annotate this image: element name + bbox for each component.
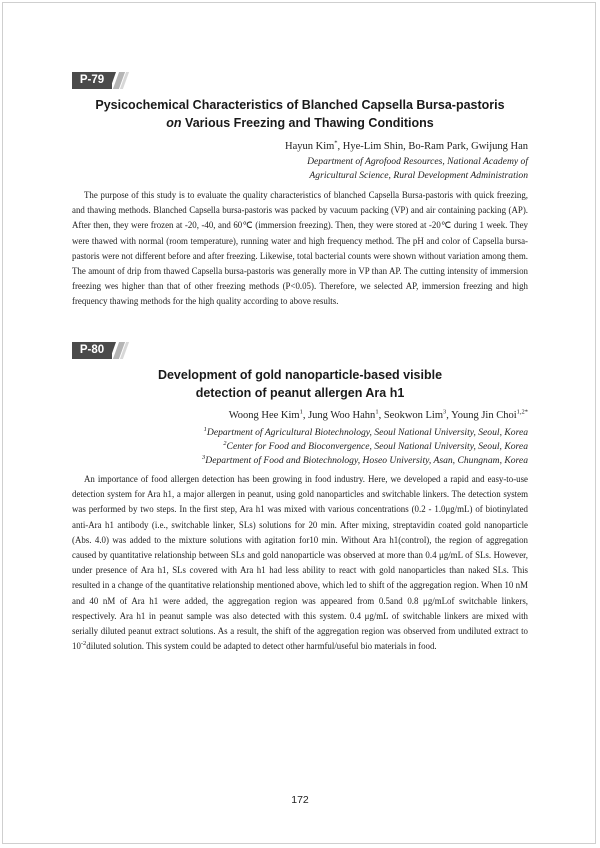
author-name: Bo-Ram Park [408,141,466,152]
badge-label: P-79 [72,72,112,89]
author-name: Woong Hee Kim [228,410,300,421]
author-name: Hayun Kim [285,141,335,152]
affiliation-sup: 2 [223,440,227,448]
affiliation-text: Center for Food and Bioconvergence, Seoul National University, Seoul, Korea [226,441,528,453]
affiliation-line: Agricultural Science, Rural Development Administration [309,170,528,182]
author-sup: * [334,139,338,147]
author-sup: 1 [375,408,379,416]
badge-label: P-80 [72,342,112,359]
affiliation-text: Department of Food and Biotechnology, Hoseo University, Asan, Chungnam, Korea [205,455,528,467]
author-list-p80: Woong Hee Kim$^1$, Jung Woo Hahn$^1$, Seokwon Lim$^3$, Young Jin Choi$^{1,2*}$ [228,408,528,421]
paper-badge-p79 [72,72,122,89]
abstract-text: diluted solution. This system could be adapted to detect other harmful/useful bio materials in food. [86,641,437,652]
author-name: Seokwon Lim [383,410,444,421]
title-italic-word: on [166,116,182,130]
title-line-2-rest: Various Freezing and Thawing Conditions [181,116,434,130]
author-sup: 1 [299,408,303,416]
author-sup: 1,2* [516,408,528,416]
author-name: Young Jin Choi [451,410,517,421]
author-name: Hye-Lim Shin [342,141,404,152]
affiliation-text: Department of Agricultural Biotechnology, Seoul National University, Seoul, Korea [206,427,528,438]
paper-title-p79 [72,96,528,132]
abstract-sup: -2 [80,640,87,648]
author-name: Gwijung Han [471,141,528,152]
affiliation-line [72,440,528,454]
author-name: Jung Woo Hahn [308,410,376,421]
paper-title-p80 [72,366,528,402]
affiliation-sup: 3 [202,454,206,462]
affiliation-sup: 1 [203,425,207,433]
paper-badge-p80 [72,342,122,359]
title-line-1: Pysicochemical Characteristics of Blanched Capsella Bursa-pastoris [95,98,505,112]
affiliation-line [72,454,528,468]
affiliations-p80 [72,426,528,469]
affiliation-line: Department of Agrofood Resources, National Academy of [307,156,528,167]
author-list-p79: Hayun Kim*, Hye-Lim Shin, Bo-Ram Park, Gwijung Han [285,139,528,152]
author-sup: 3 [443,408,447,416]
page-number: 172 [291,794,309,806]
abstract-p80 [72,472,528,654]
abstract-text: An importance of food allergen detection has been growing in food industry. Here, we developed a rapid and easy-to-use detection system for Ara h1, a major allergen in peanut, using gold nanoparticles and switchable linkers. The detection system was performed by two steps. In the first step, Ara h1 was mixed with various concentrations (0.2 - 1.0μg/mL) of biotinylated anti-Ara h1 antibody (i.e., switchable linker, SLs) solutions for 20 min. After mixing, streptavidin coated gold nanoparticle (Abs. 4.0) was added to the mixture solutions with agitation for10 min. Without Ara h1(control), the region of aggregation caused by quantitative relationship between SLs and gold nanoparticle was observed at more than 0.4 μg/mL of SLs. However, under presence of Ara h1, SLs covered with Ara h1 had less ability to react with gold nanoparticles than naked SLs. This resulted in a change of the quantitative relationship mentioned above, which led to shift of the aggregation region. When 10 nM and 40 nM of Ara h1 were added, the aggregation region was appeared from 0.5and 0.8 μg/mLof switchable linkers, respectively. Ara h1 in peanut sample was also detected with this system. 0.4 μg/mL of switchable linkers are mixed with serially diluted peanut extract solutions. As a result, the shift of the aggregation region was observed from undiluted extract to 10 [72,474,528,652]
title-line-2: detection of peanut allergen Ara h1 [195,386,405,400]
title-line-2 [72,114,528,132]
affiliations-p79 [72,155,528,183]
affiliation-line [72,426,528,440]
title-line-1: Development of gold nanoparticle-based visible [157,368,443,382]
abstract-p79: The purpose of this study is to evaluate the quality characteristics of blanched Capsella Bursa-pastoris with quick freezing, and thawing methods. Blanched Capsella bursa-pastoris was packed by vacuum packing (VP) and air containing packing (AP). After then, they were frozen at -20, -40, and 60℃ (immersion freezing). Then, they were stored at -20℃ during 1 week. They were thawed with normal (room temperature), running water and high frequency method. The pH and color of Capsella bursa-pastoris were not different before and after freezing. Likewise, total bacterial counts were shown without variation among them. The amount of drip from thawed Capsella bursa-pastoris was generally more in VP than AP. The cutting intensity of immersion freezing wes higher than that of other freezing methods (P<0.05). Therefore, we selected AP, immersion freezing and high frequency thawing methods for the high quality according to above results. [72,190,528,307]
